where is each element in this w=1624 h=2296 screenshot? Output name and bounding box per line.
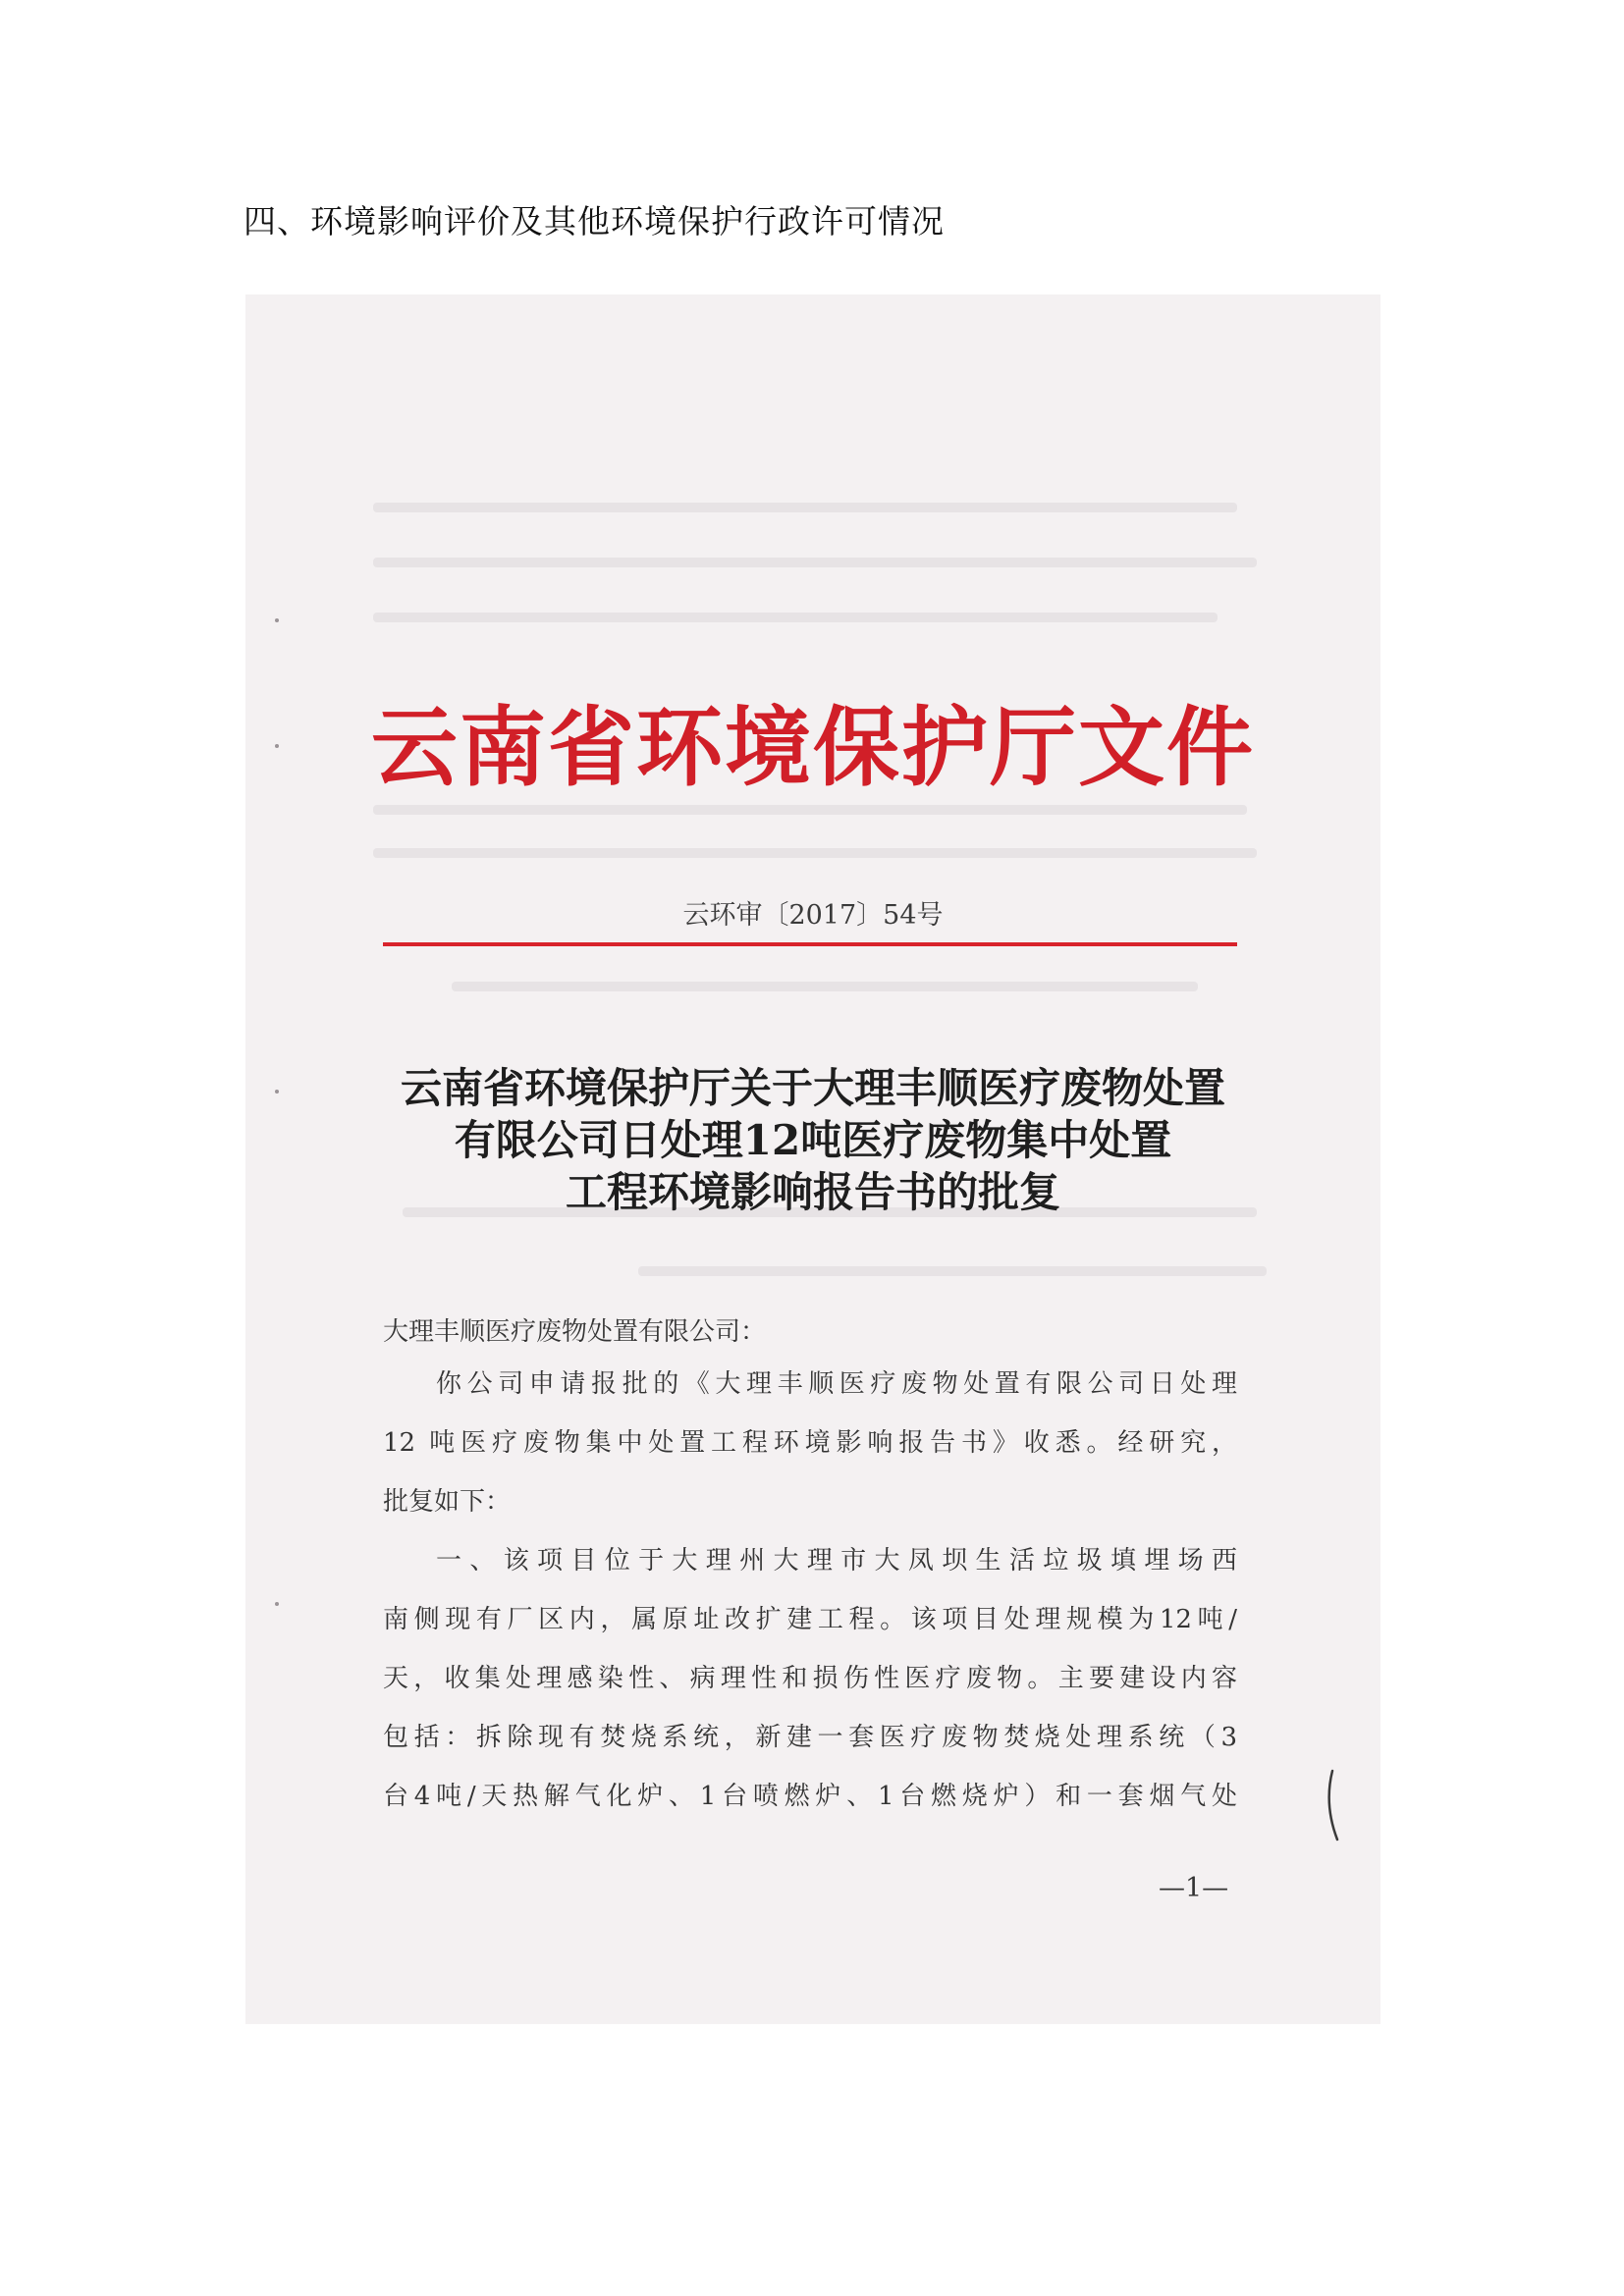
text-line: 一、该项目位于大理州大理市大凤坝生活垃圾填埋场西 xyxy=(436,1546,1237,1575)
paragraph-project-scope xyxy=(383,1531,1237,1826)
text-line: 天，收集处理感染性、病理性和损伤性医疗废物。主要建设内容 xyxy=(383,1664,1237,1693)
issuer-header: 云南省环境保护厅文件 xyxy=(370,696,1255,798)
show-through-line xyxy=(452,982,1198,991)
addressee: 大理丰顺医疗废物处置有限公司： xyxy=(383,1317,767,1347)
text-line: 你公司申请报批的《大理丰顺医疗废物处置有限公司日处理 xyxy=(436,1369,1237,1399)
pen-margin-mark xyxy=(1324,1767,1343,1845)
show-through-line xyxy=(373,613,1218,622)
text-line: 台4吨/天热解气化炉、1台喷燃炉、1台燃烧炉）和一套烟气处 xyxy=(383,1782,1237,1811)
page-number: —1— xyxy=(1159,1873,1229,1903)
red-separator-line xyxy=(383,942,1237,946)
show-through-line xyxy=(373,848,1257,858)
text-line: 南侧现有厂区内，属原址改扩建工程。该项目处理规模为12吨/ xyxy=(383,1605,1237,1634)
paragraph-receipt xyxy=(383,1355,1237,1531)
text-line: 12 吨医疗废物集中处置工程环境影响报告书》收悉。经研究， xyxy=(383,1428,1237,1458)
binding-hole-mark xyxy=(275,618,279,622)
reply-title xyxy=(245,1062,1380,1218)
scanned-document xyxy=(245,294,1380,2024)
reply-title-line: 云南省环境保护厅关于大理丰顺医疗废物处置 xyxy=(400,1064,1225,1112)
binding-hole-mark xyxy=(275,1602,279,1606)
text-line: 批复如下： xyxy=(383,1487,512,1517)
show-through-line xyxy=(373,503,1237,512)
reply-title-line: 工程环境影响报告书的批复 xyxy=(565,1168,1060,1216)
show-through-line xyxy=(373,558,1257,567)
show-through-line xyxy=(373,805,1247,815)
show-through-line xyxy=(638,1266,1267,1276)
document-number: 云环审〔2017〕54号 xyxy=(682,900,944,931)
section-heading: 四、环境影响评价及其他环境保护行政许可情况 xyxy=(244,202,945,240)
reply-title-line: 有限公司日处理12吨医疗废物集中处置 xyxy=(454,1116,1172,1164)
text-line: 包括：拆除现有焚烧系统，新建一套医疗废物焚烧处理系统（3 xyxy=(383,1723,1237,1752)
